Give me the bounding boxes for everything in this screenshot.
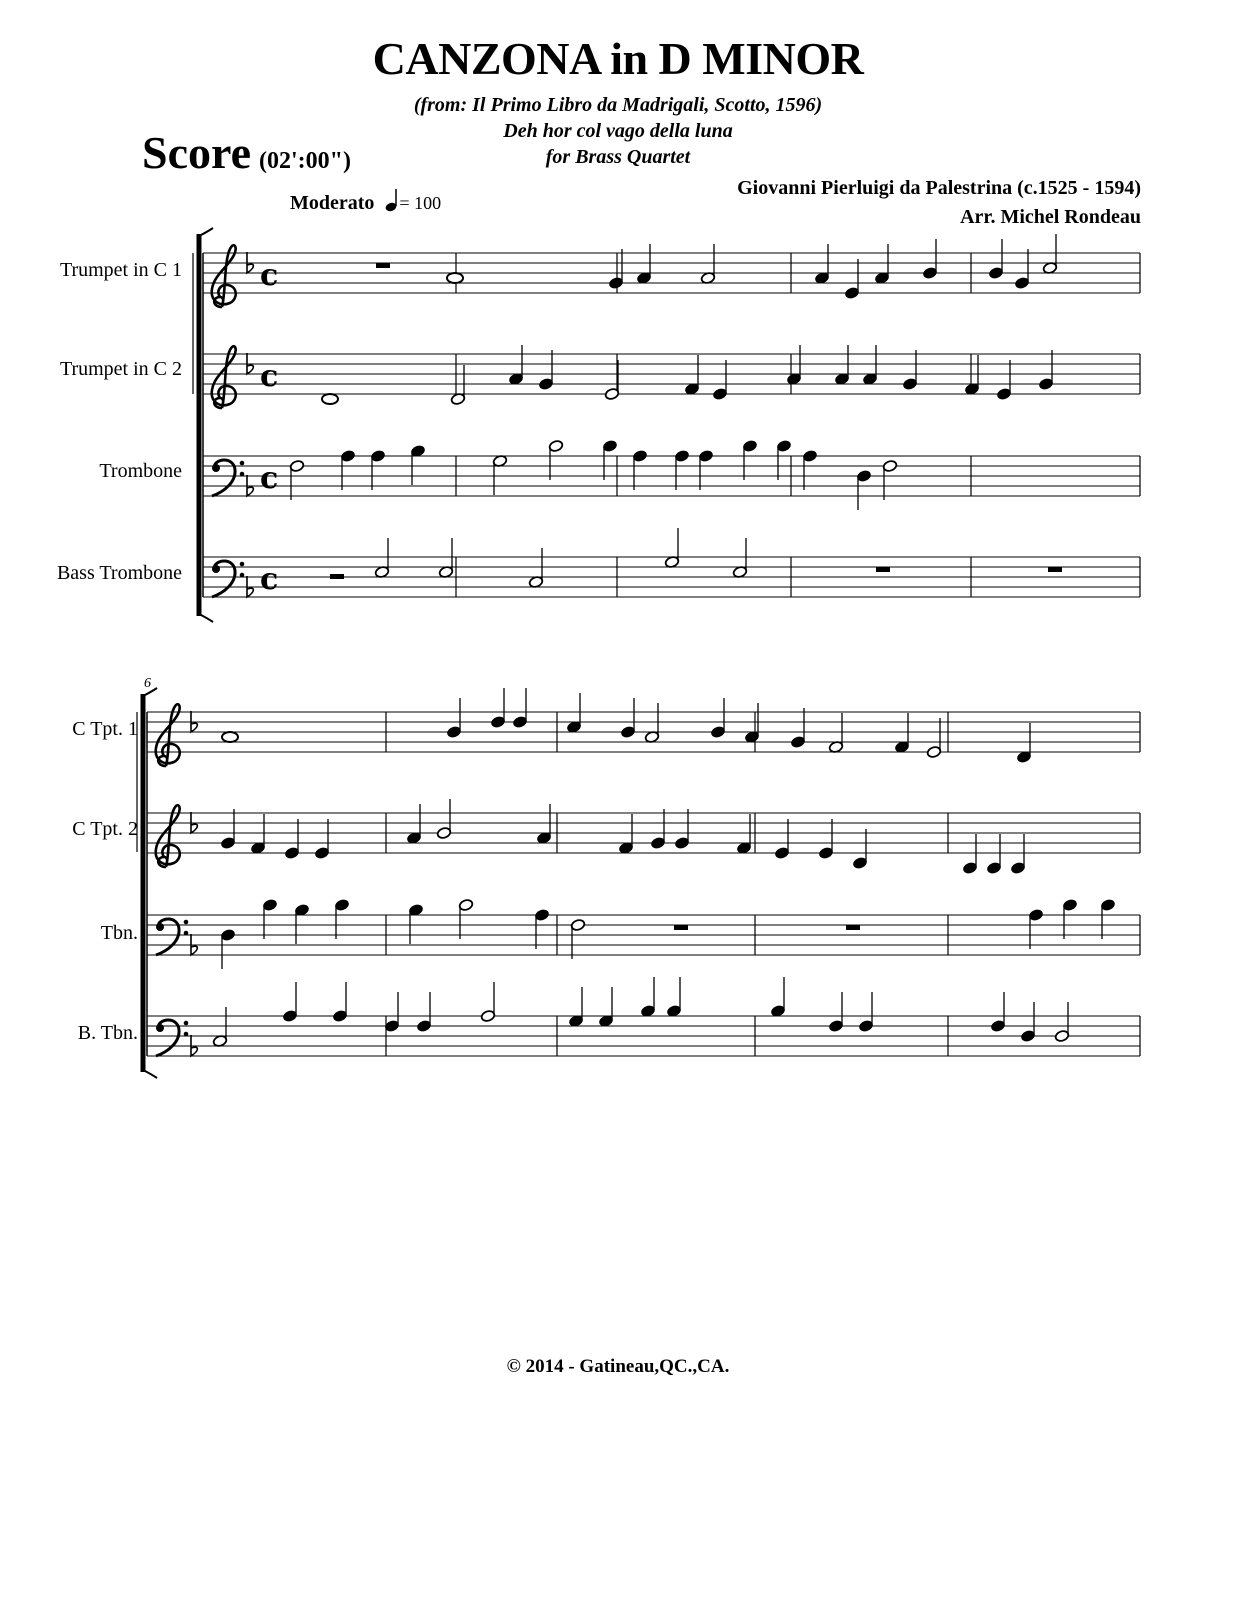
bass-clef-icon bbox=[212, 561, 244, 597]
common-time-icon: c bbox=[260, 359, 279, 394]
instrument-label: Tbn. bbox=[100, 922, 138, 944]
arranger: Arr. Michel Rondeau bbox=[960, 206, 1141, 228]
rest-icon bbox=[376, 263, 390, 268]
treble-clef-icon bbox=[156, 805, 180, 867]
rest-icon bbox=[846, 925, 860, 930]
note-head bbox=[322, 394, 338, 404]
common-time-icon: c bbox=[260, 562, 279, 597]
instrument-label: Trombone bbox=[99, 460, 182, 482]
instrument-label: Trumpet in C 2 bbox=[59, 358, 182, 380]
copyright: © 2014 - Gatineau,QC.,CA. bbox=[506, 1356, 730, 1377]
instrument-label: C Tpt. 1 bbox=[72, 718, 138, 740]
instrument-label: Bass Trombone bbox=[56, 562, 182, 584]
treble-clef-icon bbox=[156, 704, 180, 766]
score-duration: (02':00") bbox=[259, 148, 351, 174]
subtitle-piece: Deh hor col vago della luna bbox=[503, 120, 733, 142]
rest-icon bbox=[330, 574, 344, 579]
instrument-label: Trumpet in C 1 bbox=[59, 259, 182, 281]
subtitle-source: (from: Il Primo Libro da Madrigali, Scotto, 1596) bbox=[413, 94, 823, 116]
common-time-icon: c bbox=[260, 258, 279, 293]
bass-clef-icon bbox=[212, 460, 244, 496]
measure-number: 6 bbox=[144, 676, 151, 691]
treble-clef-icon bbox=[212, 245, 236, 307]
bass-clef-icon bbox=[156, 1020, 188, 1056]
note-head bbox=[447, 273, 463, 283]
rest-icon bbox=[674, 925, 688, 930]
instrument-label: C Tpt. 2 bbox=[72, 818, 138, 840]
bracket-hook bbox=[199, 228, 213, 236]
instrument-label: B. Tbn. bbox=[77, 1022, 138, 1044]
tempo-value: = 100 bbox=[399, 193, 442, 213]
score-label: Score bbox=[142, 127, 252, 178]
bracket-hook bbox=[143, 1070, 157, 1078]
composer: Giovanni Pierluigi da Palestrina (c.1525 - 1594) bbox=[737, 177, 1141, 199]
bass-clef-icon bbox=[156, 919, 188, 955]
note-head bbox=[222, 732, 238, 742]
common-time-icon: c bbox=[260, 461, 279, 496]
rest-icon bbox=[1048, 567, 1062, 572]
bracket-hook bbox=[199, 614, 213, 622]
rest-icon bbox=[876, 567, 890, 572]
bracket-hook bbox=[143, 688, 157, 696]
tempo-text: Moderato bbox=[290, 192, 375, 214]
page-title: CANZONA in D MINOR bbox=[372, 33, 864, 84]
treble-clef-icon bbox=[212, 346, 236, 408]
subtitle-instrumentation: for Brass Quartet bbox=[545, 146, 691, 168]
